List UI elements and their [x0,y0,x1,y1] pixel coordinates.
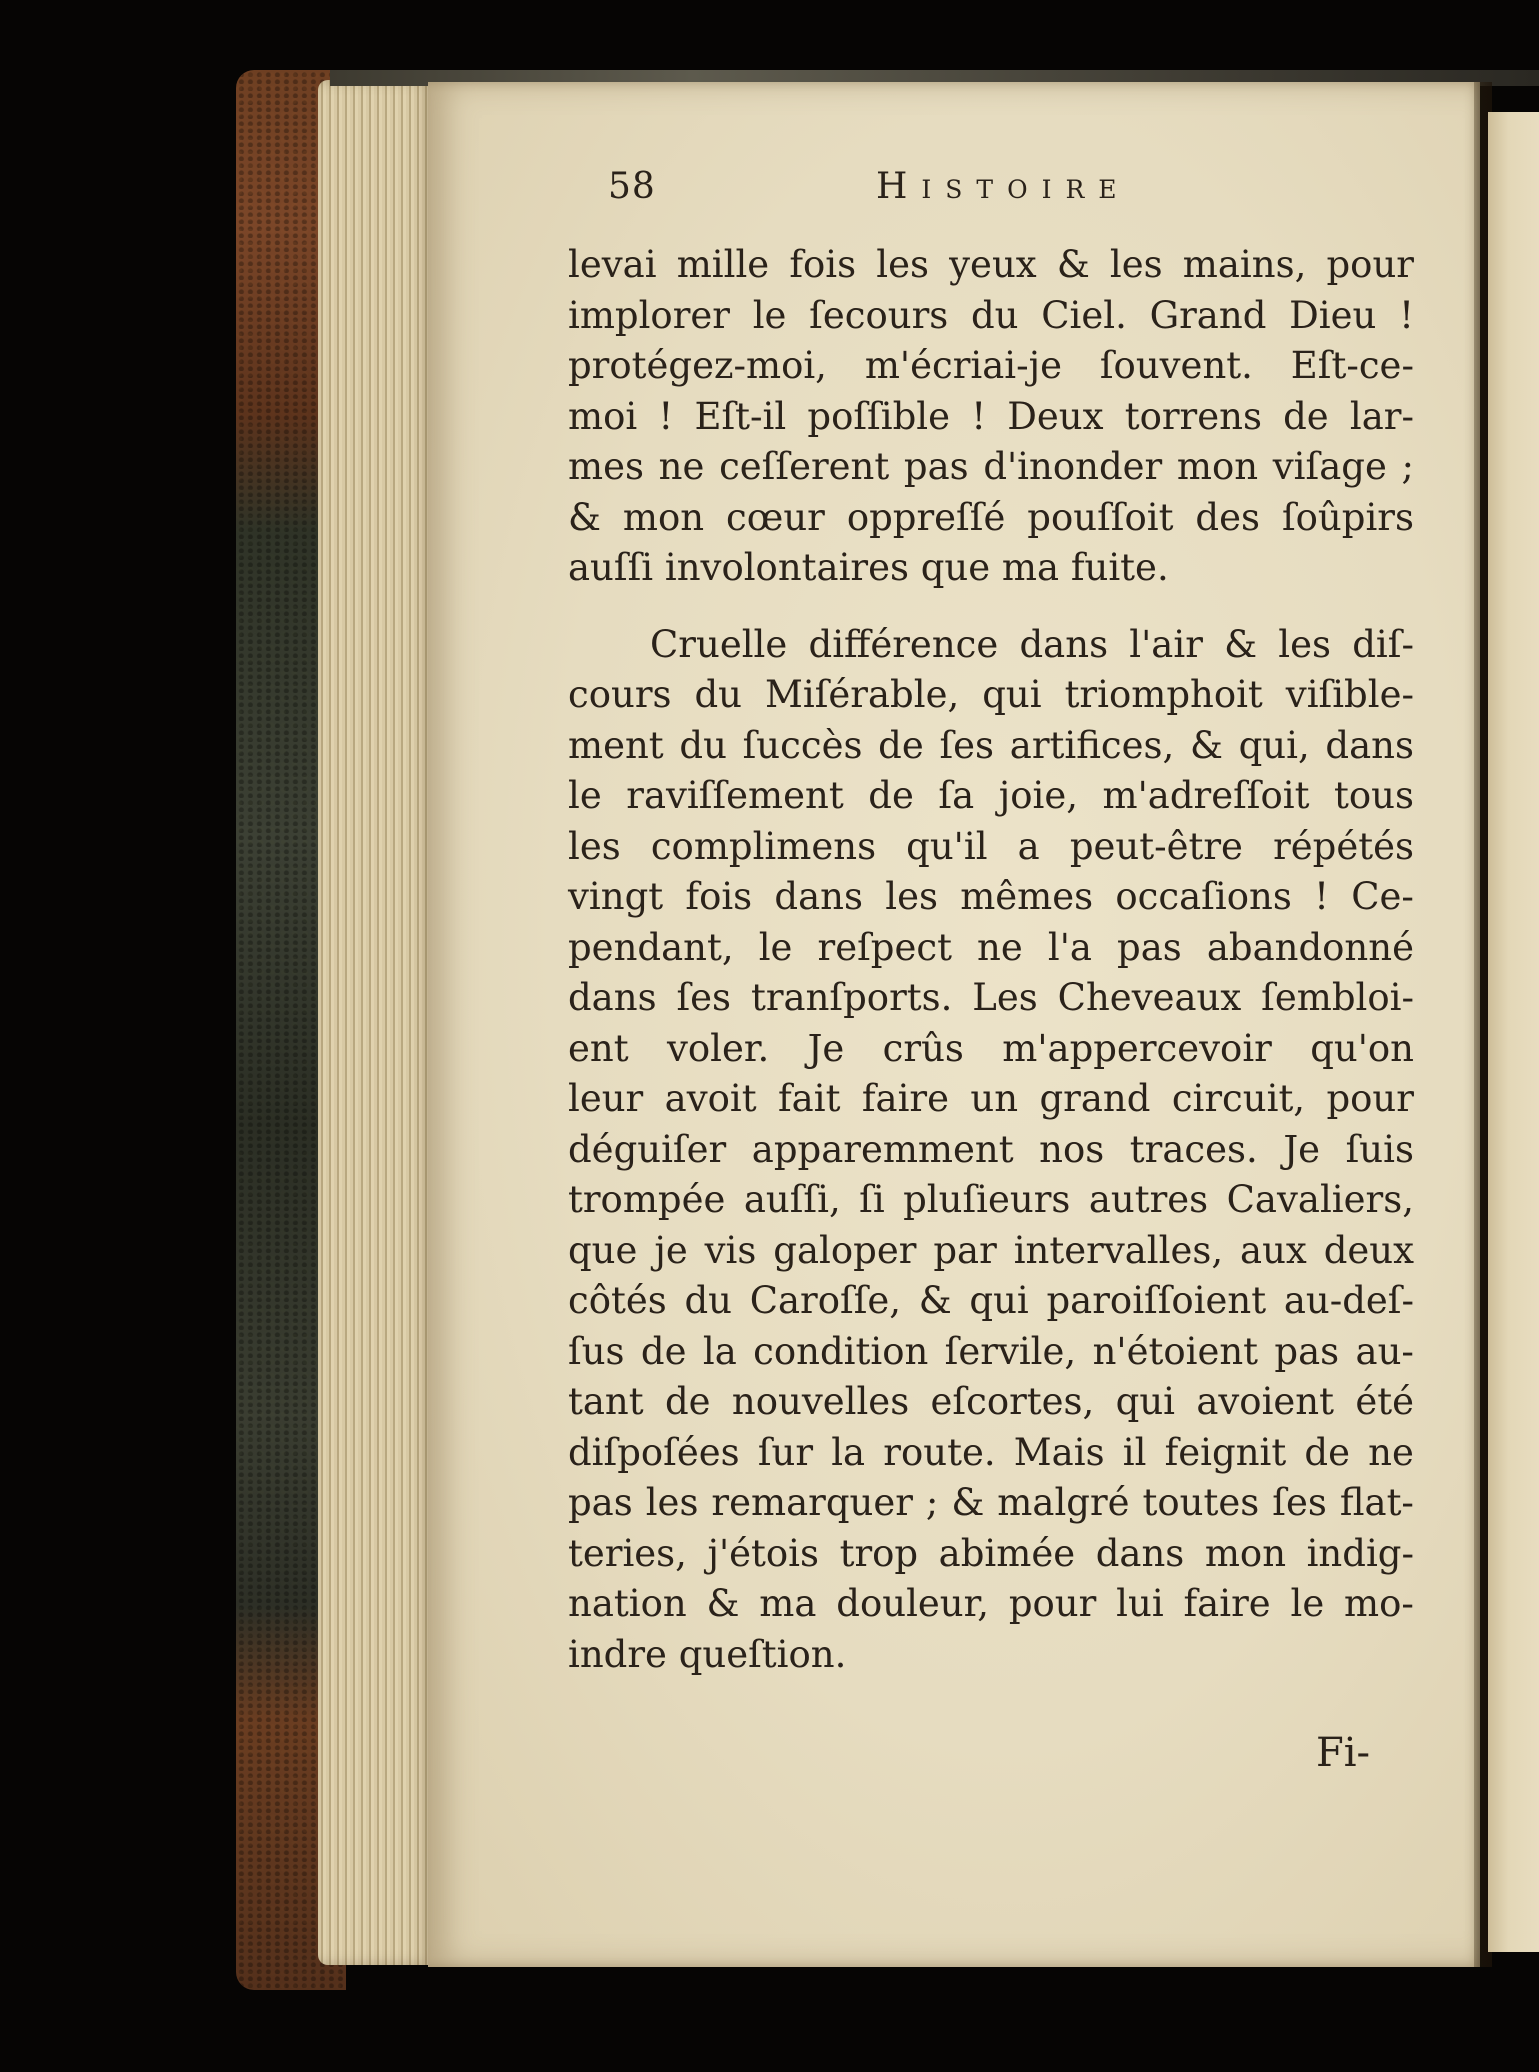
text-line: leur avoit fait faire un grand circuit, pour [568,1077,1414,1120]
text-line: & mon cœur oppreſſé pouſſoit des ſoûpirs [568,495,1414,539]
text-line: levai mille fois les yeux & les mains, pour [568,243,1414,286]
facing-page-edge [1488,112,1539,1952]
text-line: déguiſer apparemment nos traces. Je ſuis [568,1127,1414,1171]
text-line: côtés du Caroſſe, & qui paroiſſoient au-deſ- [568,1279,1414,1322]
text-line: les complimens qu'il a peut-être répétés [568,824,1414,868]
text-line: pendant, le reſpect ne l'a pas abandonné [568,925,1414,969]
text-line: implorer le ſecours du Ciel. Grand Dieu ! [568,293,1414,337]
text-line: ment du ſuccès de ſes artifices, & qui, dans [568,723,1414,767]
running-title: Histoire [876,166,1131,207]
text-line: tant de nouvelles eſcortes, qui avoient été [568,1380,1414,1423]
text-line: indre queſtion. [568,1632,847,1676]
text-line: ent voler. Je crûs m'appercevoir qu'on [568,1026,1414,1070]
text-line: nation & ma douleur, pour lui faire le mo- [568,1582,1414,1625]
paragraph-1 [568,240,1414,594]
text-line: moi ! Eſt-il poſſible ! Deux torrens de lar- [568,394,1414,438]
text-line: cours du Miſérable, qui triomphoit viſible- [568,673,1414,716]
paragraph-gap [568,594,1414,620]
text-line: que je vis galoper par intervalles, aux deux [568,1228,1414,1272]
text-line: dans ſes tranſports. Les Cheveaux ſembloi- [568,976,1414,1019]
text-line: diſpoſées ſur la route. Mais il feignit de ne [568,1430,1414,1474]
text-line: auſſi involontaires que ma fuite. [568,546,1169,589]
text-line: ſus de la condition ſervile, n'étoient pas au- [568,1329,1414,1373]
text-line: protégez-moi, m'écriai-je ſouvent. Eſt-ce- [568,344,1414,387]
running-head [608,162,1444,212]
text-line: pas les remarquer ; & malgré toutes ſes flat- [568,1481,1414,1524]
text-line: le raviſſement de ſa joie, m'adreſſoit tous [568,774,1414,817]
text-line: Cruelle différence dans l'air & les diſ- [650,622,1414,666]
paragraph-2 [568,620,1414,1681]
page-number: 58 [608,166,656,207]
page-edges [318,80,436,1965]
text-line: teries, j'étois trop abimée dans mon indig- [568,1531,1414,1575]
body-text [568,240,1414,1680]
text-line: trompée auſſi, ſi pluſieurs autres Cavaliers, [568,1178,1414,1221]
text-line: mes ne ceſſerent pas d'inonder mon viſage ; [568,445,1414,488]
catchword: Fi- [1316,1730,1371,1776]
text-line: vingt fois dans les mêmes occaſions ! Ce- [568,875,1414,918]
